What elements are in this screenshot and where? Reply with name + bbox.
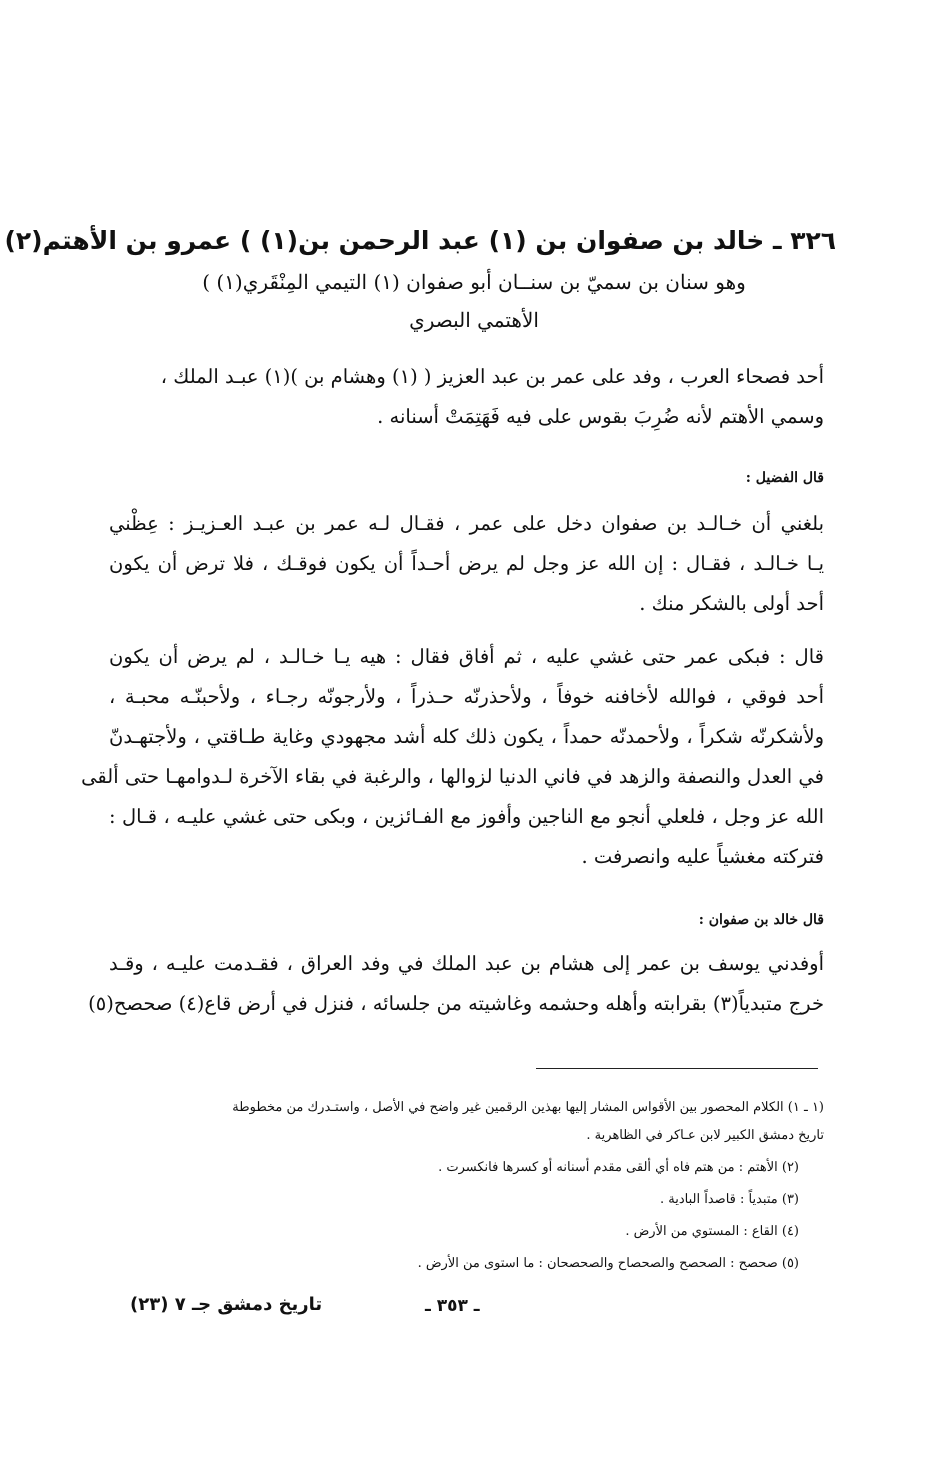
- entry-title: ٣٢٦ ـ خالد بن صفوان بن (١) عبد الرحمن بن(١) ) عمرو بن الأهتم(٢): [4, 226, 836, 255]
- paragraph-line: بلغني أن خـالـد بن صفوان دخل على عمر ، فقـال لـه عمر بن عبـد العـزيـز : عِظْني: [109, 512, 824, 535]
- footnote-divider: [536, 1068, 818, 1069]
- paragraph-line: يـا خـالـد ، فقـال : إن الله عز وجل لم يرض أحـداً أن يكون فوقـك ، فلا ترض أن يكون: [109, 552, 824, 575]
- paragraph-line: الله عز وجل ، فلعلي أنجو مع الناجين وأفوز مع الفـائزين ، وبكى حتى غشي عليـه ، قـال :: [109, 805, 824, 828]
- section-heading-fudayl: قال الفضيل :: [745, 470, 824, 486]
- paragraph-line: أوفدني يوسف بن عمر إلى هشام بن عبد الملك في وفد العراق ، فقـدمت عليـه ، وقـد: [109, 952, 824, 975]
- entry-subtitle-2: الأهتمي البصري: [409, 308, 539, 332]
- paragraph-line: أحد أولى بالشكر منك .: [639, 592, 824, 615]
- footnote-line: تاريخ دمشق الكبير لابن عـاكر في الظاهرية .: [586, 1128, 824, 1143]
- footnote-line: (٤) القاع : المستوي من الأرض .: [625, 1224, 799, 1239]
- page-number: ـ ٣٥٣ ـ: [425, 1296, 480, 1316]
- footnote-line: (٣) متبدياً : قاصداً البادية .: [659, 1192, 799, 1207]
- paragraph-line: في العدل والنصفة والزهد في فاني الدنيا لزوالها ، والرغبة في بقاء الآخرة لـدوامهـا حتى ألقى: [81, 765, 824, 788]
- footnote-line: (١ ـ ١) الكلام المحصور بين الأقواس المشار إليها بهذين الرقمين غير واضح في الأصل ، واستـدرك من مخطوطة: [232, 1100, 824, 1115]
- paragraph-line: خرج متبدياً(٣) بقرابته وأهله وحشمه وغاشيته من جلسائه ، فنزل في أرض قاع(٤) صحصح(٥): [88, 992, 824, 1015]
- footnote-line: (٥) صحصح : الصحصح والصحصاح والصحصحان : ما استوى من الأرض .: [417, 1256, 799, 1271]
- entry-subtitle-1: وهو سنان بن سميّ بن سنــان أبو صفوان (١) التيمي المِنْقَري(١) ): [202, 270, 746, 294]
- paragraph-line: ولأشكرنّه شكراً ، ولأحمدنّه حمداً ، يكون ذلك كله أشد مجهودي وغاية طـاقتي ، ولأجتهـدنّ: [109, 725, 824, 748]
- paragraph-line: أحد فوقي ، فوالله لأخافنه خوفاً ، ولأحذرنّه حـذراً ، ولأرجونّه رجـاء ، ولأحبنّـه محبـة ،: [109, 685, 824, 708]
- paragraph-line: فتركته مغشياً عليه وانصرفت .: [581, 845, 824, 868]
- footnote-line: (٢) الأهتم : من هتم فاه أي ألقى مقدم أسنانه أو كسرها فانكسرت .: [438, 1160, 799, 1175]
- paragraph-line: قال : فبكى عمر حتى غشي عليه ، ثم أفاق فقال : هيه يـا خـالـد ، لم يرض أن يكون: [109, 645, 824, 668]
- book-reference: تاريخ دمشق جـ ٧ (٢٣): [130, 1294, 323, 1315]
- section-heading-khalid: قال خالد بن صفوان :: [698, 912, 824, 928]
- intro-line: أحد فصحاء العرب ، وفد على عمر بن عبد العزيز ( (١) وهشام بن )(١) عبـد الملك ،: [160, 365, 824, 388]
- intro-line: وسمي الأهتم لأنه ضُرِبَ بقوس على فيه فَهَتِمَتْ أسنانه .: [377, 405, 824, 428]
